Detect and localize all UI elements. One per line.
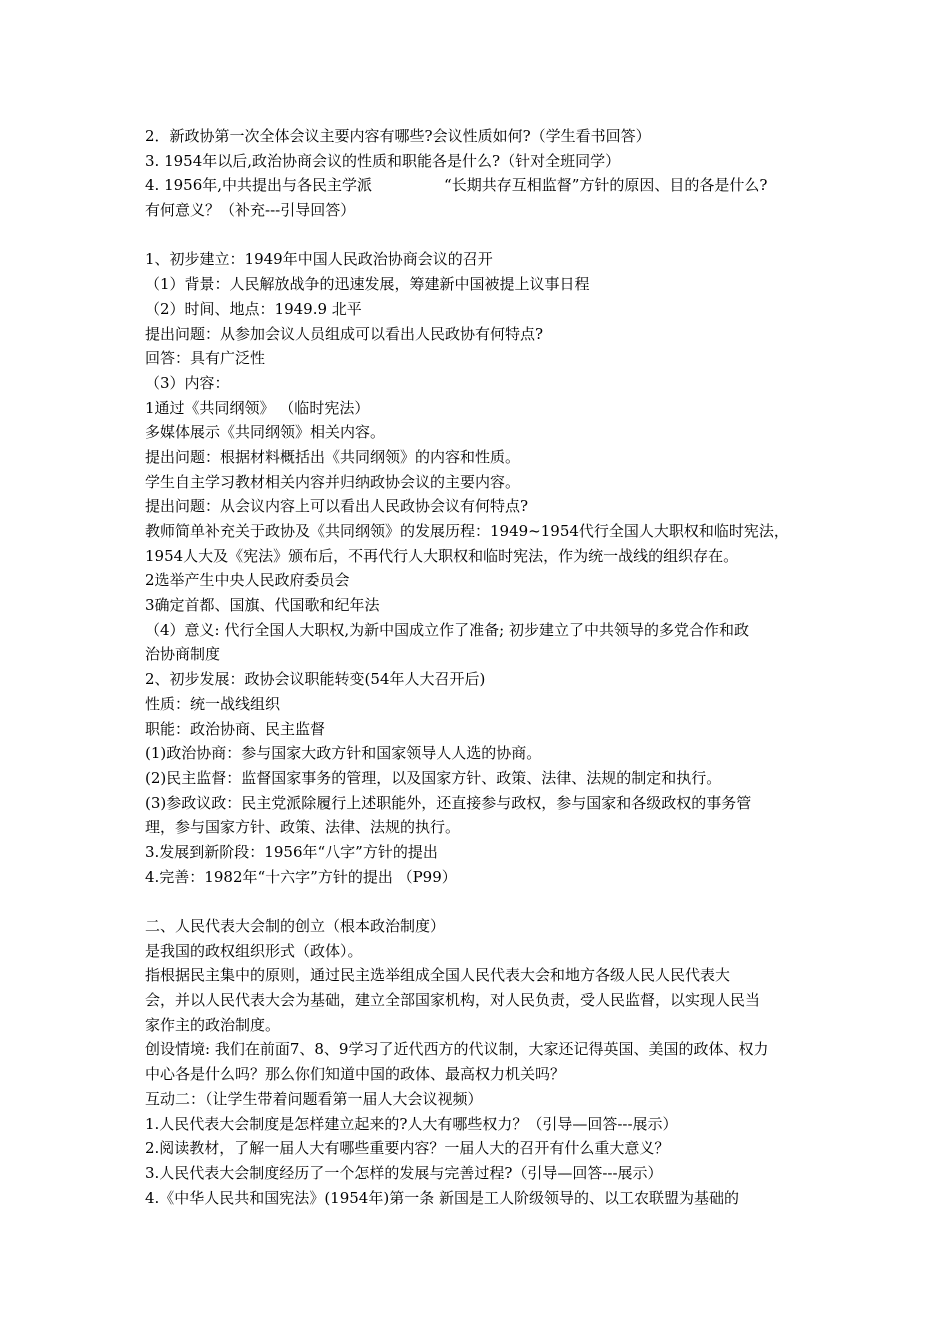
section-1-line: 2选举产生中央人民政府委员会 bbox=[145, 571, 350, 590]
section-1-line: (1)政治协商：参与国家大政方针和国家领导人人选的协商。 bbox=[145, 744, 542, 763]
section-1-line: 3.发展到新阶段：1956年“八字”方针的提出 bbox=[145, 842, 438, 861]
section-1-line: 多媒体展示《共同纲领》相关内容。 bbox=[145, 423, 386, 442]
section-1-line: 3确定首都、国旗、代国歌和纪年法 bbox=[145, 596, 380, 615]
question-4-part1: 4. 1956年,中共提出与各民主学派 bbox=[145, 176, 373, 195]
section-2-line: 会，并以人民代表大会为基础，建立全部国家机构，对人民负责，受人民监督，以实现人民当 bbox=[145, 991, 761, 1010]
section-1-line: 1954人大及《宪法》颁布后，不再代行人大职权和临时宪法，作为统一战线的组织存在。 bbox=[145, 546, 739, 565]
section-2-line: 互动二：（让学生带着问题看第一届人大会议视频） bbox=[145, 1089, 483, 1108]
question-4-part2: “长期共存互相监督”方针的原因、目的各是什么? bbox=[444, 176, 768, 195]
section-1-line: 性质：统一战线组织 bbox=[145, 694, 281, 713]
section-1-line: 1、初步建立：1949年中国人民政治协商会议的召开 bbox=[145, 250, 493, 269]
section-2-line: 家作主的政治制度。 bbox=[145, 1015, 281, 1034]
section-1-line: （4）意义: 代行全国人大职权,为新中国成立作了准备; 初步建立了中共领导的多党合作和政 bbox=[145, 620, 749, 639]
section-1-line: 提出问题：从会议内容上可以看出人民政协会议有何特点? bbox=[145, 497, 529, 516]
section-1-line: 2、初步发展：政协会议职能转变(54年人大召开后) bbox=[145, 670, 486, 689]
section-1 bbox=[145, 247, 815, 889]
section-1-line: 回答：具有广泛性 bbox=[145, 349, 266, 368]
section-1-line: 治协商制度 bbox=[145, 645, 221, 664]
section-1-line: 1通过《共同纲领》 （临时宪法） bbox=[145, 398, 370, 417]
section-1-line: （2）时间、地点：1949.9 北平 bbox=[145, 299, 362, 318]
section-1-line: 学生自主学习教材相关内容并归纳政协会议的主要内容。 bbox=[145, 472, 521, 491]
question-4-continued: 有何意义？（补充---引导回答） bbox=[145, 201, 356, 220]
section-2-line: 是我国的政权组织形式（政体）。 bbox=[145, 941, 363, 960]
section-2-line: 创设情境: 我们在前面7、8、9学习了近代西方的代议制，大家还记得英国、美国的政体、权力 bbox=[145, 1040, 769, 1059]
question-3: 3. 1954年以后,政治协商会议的性质和职能各是什么?（针对全班同学） bbox=[145, 151, 621, 170]
section-2-line: 指根据民主集中的原则，通过民主选举组成全国人民代表大会和地方各级人民人民代表大 bbox=[145, 966, 731, 985]
blank-line bbox=[145, 889, 815, 914]
section-1-line: (3)参政议政：民主党派除履行上述职能外，还直接参与政权，参与国家和各级政权的事务管 bbox=[145, 793, 752, 812]
question-4 bbox=[145, 173, 815, 198]
section-2 bbox=[145, 914, 815, 1210]
section-2-line: 3.人民代表大会制度经历了一个怎样的发展与完善过程?（引导—回答---展示） bbox=[145, 1163, 663, 1182]
section-2-heading: 二、人民代表大会制的创立（根本政治制度） bbox=[145, 917, 446, 935]
blank-line bbox=[145, 223, 815, 248]
section-2-line: 4.《中华人民共和国宪法》(1954年)第一条 新国是工人阶级领导的、以工农联盟为基础的 bbox=[145, 1188, 739, 1207]
document-page bbox=[145, 124, 815, 1210]
section-1-line: （1）背景：人民解放战争的迅速发展，筹建新中国被提上议事日程 bbox=[145, 275, 590, 294]
section-1-line: （3）内容： bbox=[145, 373, 230, 392]
section-1-line: 4.完善：1982年“十六字”方针的提出 （P99） bbox=[145, 867, 457, 886]
section-1-line: 教师简单补充关于政协及《共同纲领》的发展历程：1949~1954代行全国人大职权和临时宪法， bbox=[145, 522, 789, 540]
section-2-line: 1.人民代表大会制度是怎样建立起来的?人大有哪些权力？（引导—回答---展示） bbox=[145, 1114, 678, 1133]
section-2-line: 中心各是什么吗？那么你们知道中国的政体、最高权力机关吗？ bbox=[145, 1065, 566, 1084]
question-2: 2．新政协第一次全体会议主要内容有哪些?会议性质如何?（学生看书回答） bbox=[145, 127, 651, 145]
section-1-line: 提出问题：从参加会议人员组成可以看出人民政协有何特点? bbox=[145, 324, 544, 343]
section-2-line: 2.阅读教材，了解一届人大有哪些重要内容？一届人大的召开有什么重大意义？ bbox=[145, 1139, 670, 1158]
section-1-line: (2)民主监督：监督国家事务的管理，以及国家方针、政策、法律、法规的制定和执行。 bbox=[145, 768, 722, 787]
section-1-line: 理，参与国家方针、政策、法律、法规的执行。 bbox=[145, 818, 461, 837]
section-1-line: 职能：政治协商、民主监督 bbox=[145, 719, 326, 738]
section-1-line: 提出问题：根据材料概括出《共同纲领》的内容和性质。 bbox=[145, 447, 521, 466]
